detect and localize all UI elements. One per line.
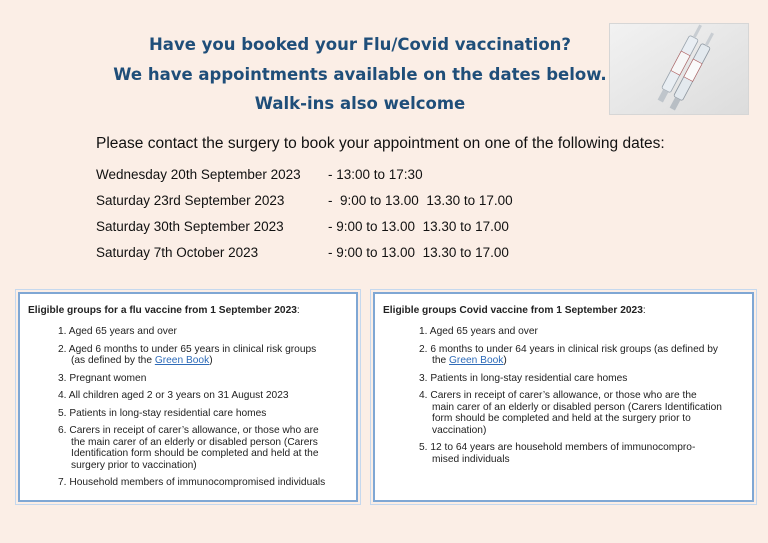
headline-line-1: Have you booked your Flu/Covid vaccination? — [149, 35, 571, 54]
intro-text: Please contact the surgery to book your appointment on one of the following dates: — [96, 135, 665, 152]
covid-box-title: Eligible groups Covid vaccine from 1 September 2023: — [383, 305, 646, 316]
flu-box-title: Eligible groups for a flu vaccine from 1 September 2023: — [28, 305, 300, 316]
list-item: 2. Aged 6 months to under 65 years in clinical risk groups (as defined by the Green Book) — [58, 343, 317, 366]
list-item: 5. 12 to 64 years are household members of immunocompro- mised individuals — [419, 442, 696, 465]
times: - 9:00 to 13.00 13.30 to 17.00 — [328, 193, 513, 208]
date: Saturday 7th October 2023 — [96, 245, 259, 260]
list-item: 6. Carers in receipt of carer’s allowance, or those who are the main carer of an elderly or disabled person (Carers Identification form should be completed and held at the surgery prior to vaccination) — [58, 425, 319, 471]
list-item: 3. Pregnant women — [58, 372, 147, 384]
date: Saturday 23rd September 2023 — [96, 193, 285, 208]
green-book-link[interactable]: Green Book — [154, 355, 210, 366]
times: - 9:00 to 13.00 13.30 to 17.00 — [328, 245, 509, 260]
times: - 13:00 to 17:30 — [328, 167, 423, 182]
covid-eligibility-list — [419, 326, 744, 471]
flu-eligibility-box — [18, 292, 358, 502]
covid-eligibility-box — [373, 292, 754, 502]
date: Wednesday 20th September 2023 — [96, 167, 301, 182]
syringe-image — [610, 24, 748, 114]
list-item: 1. Aged 65 years and over — [419, 326, 538, 337]
list-item: 2. 6 months to under 64 years in clinical risk groups (as defined by the Green Book) — [419, 343, 719, 366]
list-item: 7. Household members of immunocompromised individuals — [58, 477, 326, 488]
flu-eligibility-list — [58, 326, 350, 495]
times: - 9:00 to 13.00 13.30 to 17.00 — [328, 219, 509, 234]
list-item: 3. Patients in long-stay residential care homes — [419, 372, 628, 384]
green-book-link[interactable]: Green Book — [449, 355, 504, 366]
vaccine-syringe-photo — [609, 23, 749, 115]
list-item: 5. Patients in long-stay residential care homes — [58, 407, 267, 419]
headline-line-3: Walk-ins also welcome — [254, 94, 466, 113]
list-item: 4. Carers in receipt of carer’s allowance, or those who are the main carer of an elderly or disabled person (Carers Identification form should be completed and held at the surgery prior to vaccination) — [419, 390, 722, 436]
list-item: 1. Aged 65 years and over — [58, 326, 177, 337]
list-item: 4. All children aged 2 or 3 years on 31 August 2023 — [58, 390, 289, 401]
date: Saturday 30th September 2023 — [96, 219, 284, 234]
headline-line-2: We have appointments available on the dates below. — [113, 64, 607, 84]
